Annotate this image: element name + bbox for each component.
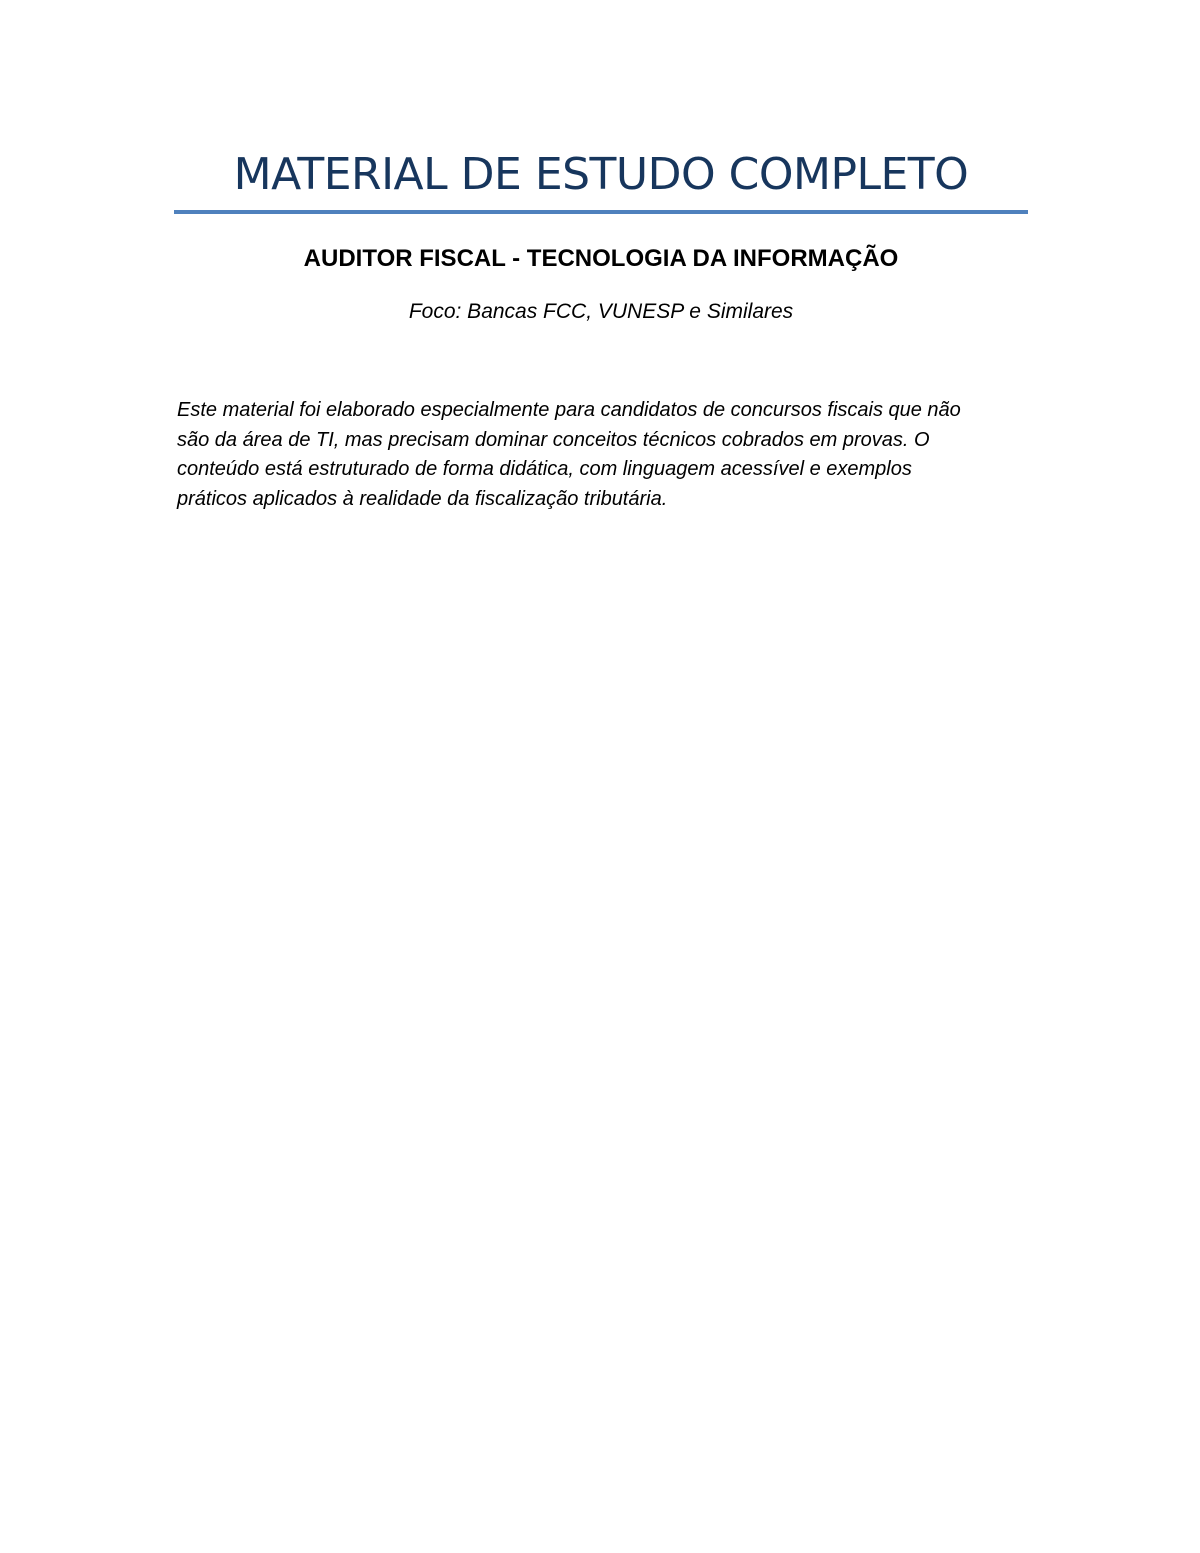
intro-line: são da área de TI, mas precisam dominar conceitos técnicos cobrados em provas. O (177, 428, 930, 451)
intro-paragraph (177, 396, 1037, 514)
intro-line: conteúdo está estruturado de forma didática, com linguagem acessível e exemplos (177, 458, 912, 480)
intro-line: práticos aplicados à realidade da fiscalização tributária. (177, 487, 668, 510)
intro-line: Este material foi elaborado especialmente para candidatos de concursos fiscais que não (177, 399, 961, 421)
document-subtitle: AUDITOR FISCAL - TECNOLOGIA DA INFORMAÇÃO (303, 245, 899, 272)
title-underline-rule (174, 210, 1028, 214)
focus-line: Foco: Bancas FCC, VUNESP e Similares (408, 300, 794, 323)
document-title: MATERIAL DE ESTUDO COMPLETO (233, 149, 969, 200)
